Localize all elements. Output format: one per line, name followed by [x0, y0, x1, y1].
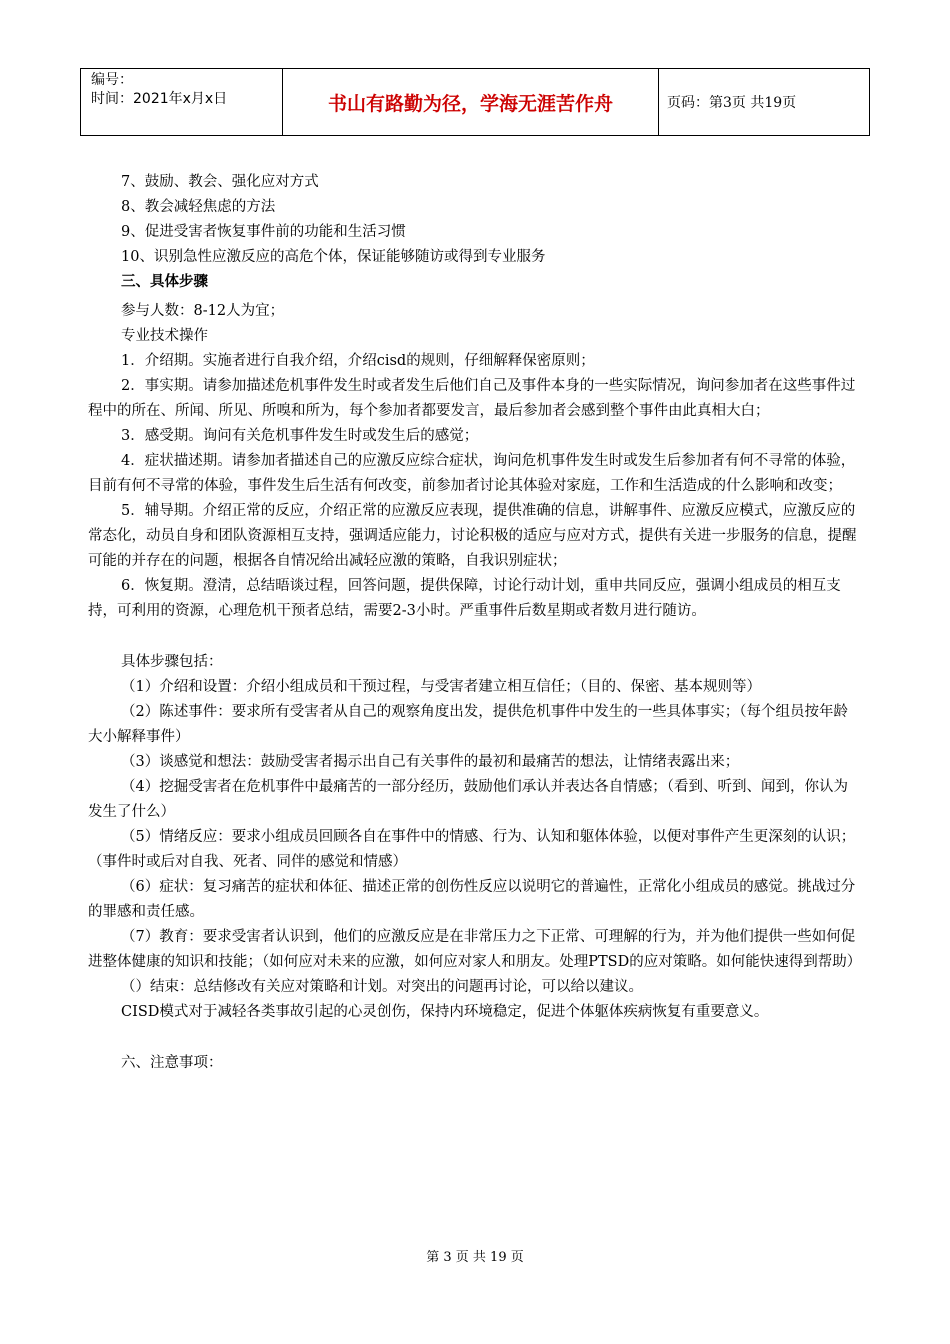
- list-item: 10、识别急性应激反应的高危个体，保证能够随访或得到专业服务: [121, 249, 546, 265]
- paragraph: CISD模式对于减轻各类事故引起的心灵创伤，保持内环境稳定，促进个体躯体疾病恢复有重要意义。: [121, 1004, 769, 1020]
- header-meta: [81, 69, 283, 135]
- paragraph: 专业技术操作: [121, 328, 208, 344]
- paragraph: （2）陈述事件：要求所有受害者从自己的观察角度出发，提供危机事件中发生的一些具体事实；（每个组员按年龄大小解释事件）: [88, 704, 848, 745]
- paragraph: （4）挖掘受害者在危机事件中最痛苦的一部分经历，鼓励他们承认并表达各自情感；（看到、听到、闻到，你认为发生了什么）: [88, 779, 848, 820]
- spacer: [88, 1025, 862, 1051]
- paragraph: （6）症状：复习痛苦的症状和体征、描述正常的创伤性反应以说明它的普遍性，正常化小组成员的感觉。挑战过分的罪感和责任感。: [88, 879, 856, 920]
- paragraph: （5）情绪反应：要求小组成员回顾各自在事件中的情感、行为、认知和躯体体验，以便对事件产生更深刻的认识；（事件时或后对自我、死者、同伴的感觉和情感）: [88, 829, 856, 870]
- page-footer: 第 3 页 共 19 页: [426, 1250, 524, 1265]
- paragraph: 2．事实期。请参加描述危机事件发生时或者发生后他们自己及事件本身的一些实际情况，询问参加者在这些事件过程中的所在、所闻、所见、所嗅和所为，每个参加者都要发言，最后参加者会感到整个事件由此真相大白；: [88, 378, 856, 419]
- spacer: [88, 624, 862, 650]
- paragraph: （1）介绍和设置：介绍小组成员和干预过程，与受害者建立相互信任；（目的、保密、基本规则等）: [121, 679, 761, 695]
- paragraph: 1．介绍期。实施者进行自我介绍，介绍cisd的规则，仔细解释保密原则；: [121, 353, 595, 369]
- document-body: [88, 170, 862, 1076]
- paragraph: （7）教育：要求受害者认识到，他们的应激反应是在非常压力之下正常、可理解的行为，并为他们提供一些如何促进整体健康的知识和技能；（如何应对未来的应激，如何应对家人和朋友。处理PTSD的应对策略。如何能快速得到帮助）: [88, 929, 862, 970]
- paragraph: 具体步骤包括：: [121, 654, 223, 670]
- paragraph: 3．感受期。询问有关危机事件发生时或发生后的感觉；: [121, 428, 479, 444]
- list-item: 9、促进受害者恢复事件前的功能和生活习惯: [121, 224, 406, 240]
- paragraph: 6．恢复期。澄清，总结晤谈过程，回答问题，提供保障，讨论行动计划，重申共同反应，强调小组成员的相互支持，可利用的资源，心理危机干预者总结，需要2-3小时。严重事件后数星期或者数月进行随访。: [88, 578, 841, 619]
- document-date: 时间：2021年x月x日: [91, 91, 228, 107]
- page-header: [80, 68, 870, 136]
- header-page-info: 页码：第3页 共19页: [667, 95, 797, 111]
- list-item: 7、鼓励、教会、强化应对方式: [121, 174, 319, 190]
- paragraph: 5．辅导期。介绍正常的反应，介绍正常的应激反应表现，提供准确的信息，讲解事件、应激反应模式，应激反应的常态化，动员自身和团队资源相互支持，强调适应能力，讨论积极的适应与应对方式，提供有关进一步服务的信息，提醒可能的并存在的问题，根据各自情况给出减轻应激的策略，自我识别症状；: [88, 503, 857, 569]
- section-heading: 六、注意事项：: [121, 1055, 223, 1071]
- paragraph: 4．症状描述期。请参加者描述自己的应激反应综合症状，询问危机事件发生时或发生后参加者有何不寻常的体验，目前有何不寻常的体验，事件发生后生活有何改变，前参加者讨论其体验对家庭，工作和生活造成的什么影响和改变；: [88, 453, 856, 494]
- section-heading: 三、具体步骤: [121, 274, 208, 290]
- header-motto: 书山有路勤为径，学海无涯苦作舟: [283, 69, 659, 135]
- paragraph: （）结束：总结修改有关应对策略和计划。对突出的问题再讨论，可以给以建议。: [121, 979, 643, 995]
- document-number: 编号：: [91, 72, 133, 88]
- paragraph: （3）谈感觉和想法：鼓励受害者揭示出自己有关事件的最初和最痛苦的想法，让情绪表露出来；: [121, 754, 740, 770]
- list-item: 8、教会减轻焦虑的方法: [121, 199, 276, 215]
- paragraph: 参与人数：8-12人为宜；: [121, 303, 285, 319]
